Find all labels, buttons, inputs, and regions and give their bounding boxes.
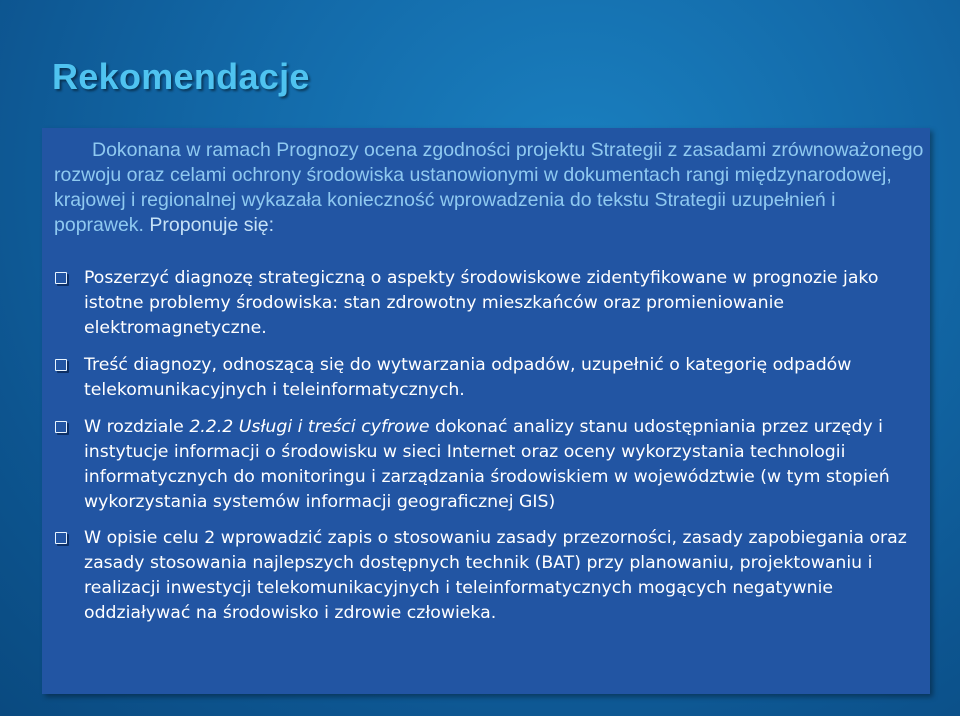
checkbox-bullet-icon — [55, 532, 67, 544]
list-item-text: Treść diagnozy, odnoszącą się do wytwarzania odpadów, uzupełnić o kategorię odpadów telekomunikacyjnych i teleinformatycznych. — [84, 355, 852, 400]
list-item — [54, 415, 924, 515]
list-item-text: W opisie celu 2 wprowadzić zapis o stosowaniu zasady przezorności, zasady zapobiegania oraz zasady stosowania najlepszych dostępnych technik (BAT) przy planowaniu, projektowaniu i realizacji inwestycji telekomunikacyjnych i teleinformatycznych mogących negatywnie oddziaływać na środowisko i zdrowie człowieka. — [84, 528, 907, 623]
recommendations-list — [54, 266, 924, 626]
checkbox-bullet-icon — [55, 421, 67, 433]
list-item-text: Poszerzyć diagnozę strategiczną o aspekty środowiskowe zidentyfikowane w prognozie jako istotne problemy środowiska: stan zdrowotny mieszkańców oraz promieniowanie elektromagnetyczne. — [84, 268, 879, 338]
intro-paragraph — [54, 138, 924, 238]
list-item-suffix: dokonać analizy stanu udostępniania przez urzędy i instytucje informacji o środowisku w sieci Internet oraz oceny wykorzystania technologii informatycznych do monitoringu i zarządzania środowiskiem w województwie (w tym stopień wykorzystania systemów informacji geograficznej GIS) — [84, 417, 890, 512]
list-item-italic-chapter: 2.2.2 Usługi i treści cyfrowe — [189, 417, 430, 437]
list-item — [54, 353, 924, 403]
list-item — [54, 526, 924, 626]
checkbox-bullet-icon — [55, 359, 67, 371]
intro-tail-text: Proponuje się: — [143, 214, 275, 236]
slide-title: Rekomendacje — [52, 56, 310, 97]
content-panel — [42, 128, 930, 694]
intro-main-text: Dokonana w ramach Prognozy ocena zgodności projektu Strategii z zasadami zrównoważonego rozwoju oraz celami ochrony środowiska ustanowionymi w dokumentach rangi międzynarodowej, krajowej i regionalnej wykazała konieczność wprowadzenia do tekstu Strategii uzupełnień i poprawek. — [54, 139, 924, 236]
list-item-prefix: W rozdziale — [84, 417, 190, 437]
checkbox-bullet-icon — [55, 272, 67, 284]
list-item — [54, 266, 924, 341]
